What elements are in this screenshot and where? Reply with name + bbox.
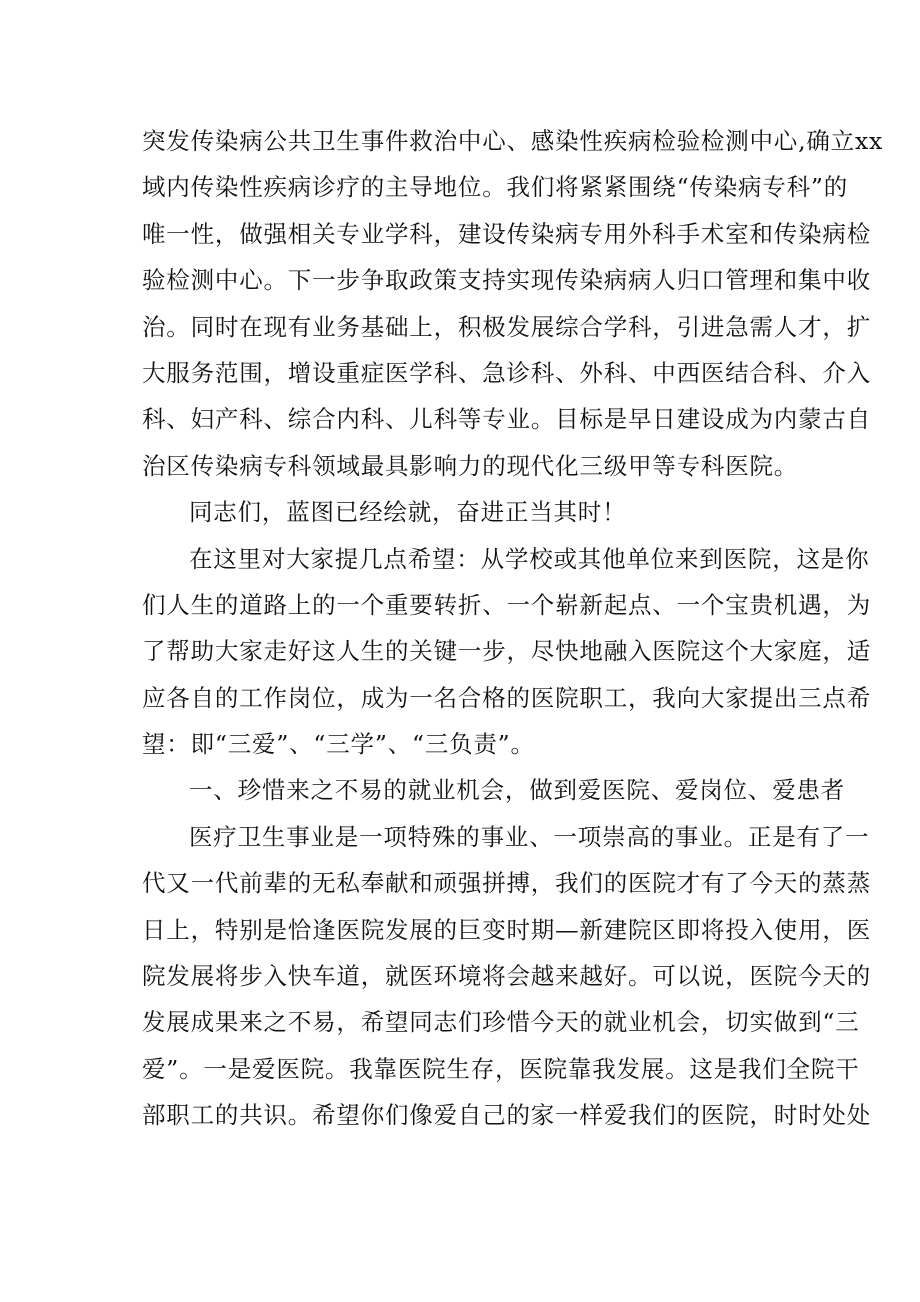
text-line: 治区传染病专科领域最具影响力的现代化三级甲等专科医院。 bbox=[142, 451, 799, 480]
document-body bbox=[142, 118, 884, 1139]
text-line: 一、珍惜来之不易的就业机会，做到爱医院、爱岗位、爱患者 bbox=[189, 776, 846, 805]
text-line: 日上，特别是恰逢医院发展的巨变时期—新建院区即将投入使用，医 bbox=[142, 915, 871, 944]
text-line: 域内传染性疾病诊疗的主导地位。我们将紧紧围绕“传染病专科”的 bbox=[142, 173, 849, 202]
text-line: 突发传染病公共卫生事件救治中心、感染性疾病检验检测中心,确立xx bbox=[142, 127, 884, 155]
text-line: 代又一代前辈的无私奉献和顽强拼搏，我们的医院才有了今天的蒸蒸 bbox=[142, 869, 871, 898]
text-line: 唯一性，做强相关专业学科，建设传染病专用外科手术室和传染病检 bbox=[142, 219, 871, 248]
text-line: 部职工的共识。希望你们像爱自己的家一样爱我们的医院，时时处处 bbox=[142, 1101, 871, 1130]
text-line: 在这里对大家提几点希望：从学校或其他单位来到医院，这是你 bbox=[189, 544, 870, 573]
text-line: 爱”。一是爱医院。我靠医院生存，医院靠我发展。这是我们全院干 bbox=[142, 1054, 860, 1083]
text-line: 同志们，蓝图已经绘就，奋进正当其时！ bbox=[189, 498, 627, 527]
text-line: 了帮助大家走好这人生的关键一步，尽快地融入医院这个大家庭，适 bbox=[142, 637, 871, 666]
text-line: 望：即“三爱”、“三学”、“三负责”。 bbox=[142, 730, 535, 759]
text-line: 们人生的道路上的一个重要转折、一个崭新起点、一个宝贵机遇，为 bbox=[142, 590, 871, 619]
text-line: 医疗卫生事业是一项特殊的事业、一项崇高的事业。正是有了一 bbox=[189, 822, 870, 851]
text-line: 科、妇产科、综合内科、儿科等专业。目标是早日建设成为内蒙古自 bbox=[142, 405, 871, 434]
text-line: 验检测中心。下一步争取政策支持实现传染病病人归口管理和集中收 bbox=[142, 266, 871, 295]
text-line: 应各自的工作岗位，成为一名合格的医院职工，我向大家提出三点希 bbox=[142, 683, 871, 712]
text-line: 院发展将步入快车道，就医环境将会越来越好。可以说，医院今天的 bbox=[142, 962, 871, 991]
text-line: 治。同时在现有业务基础上，积极发展综合学科，引进急需人才，扩 bbox=[142, 312, 871, 341]
text-line: 大服务范围，增设重症医学科、急诊科、外科、中西医结合科、介入 bbox=[142, 358, 871, 387]
text-line: 发展成果来之不易，希望同志们珍惜今天的就业机会，切实做到“三 bbox=[142, 1008, 860, 1037]
